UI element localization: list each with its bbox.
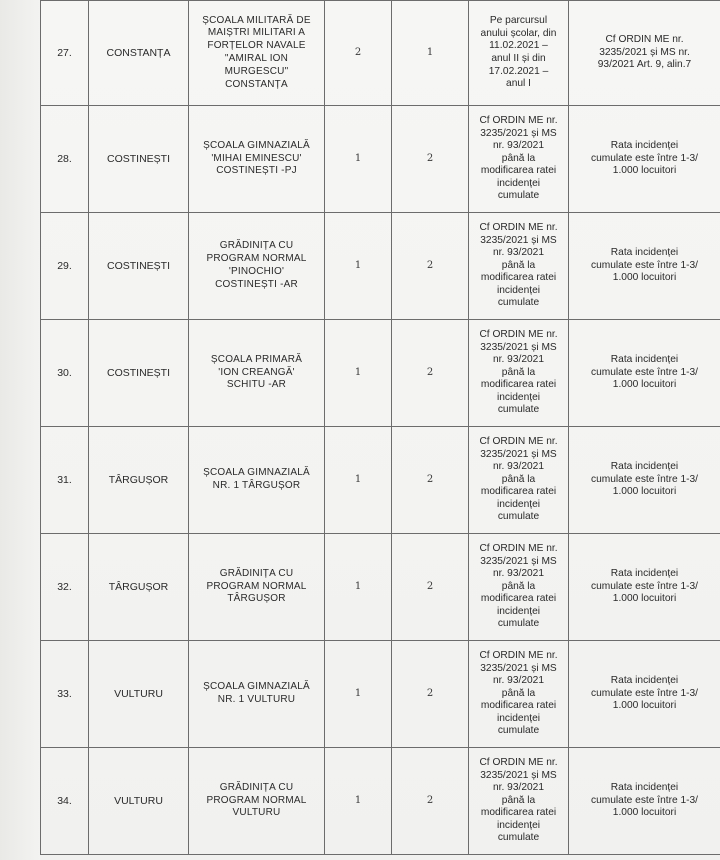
period-line: cumulate xyxy=(497,618,540,630)
period-line: Cf ORDIN ME nr. xyxy=(479,435,558,447)
observation-line: Rata incidenței xyxy=(610,246,679,258)
school-name-line: ȘCOALA PRIMARĂ xyxy=(210,353,303,365)
table-row xyxy=(41,748,720,855)
row-number: 30. xyxy=(57,366,72,379)
value-1: 1 xyxy=(354,366,362,378)
value-1: 1 xyxy=(354,152,362,164)
locality-name: COSTINEȘTI xyxy=(106,152,170,165)
school-name-line: TÂRGUȘOR xyxy=(227,593,286,605)
school-name-line: GRĂDINIȚA CU xyxy=(219,781,294,793)
row-number-cell xyxy=(41,534,89,641)
school-name-line: 'ION CREANGĂ' xyxy=(218,366,295,378)
locality-cell xyxy=(89,641,189,748)
period-line: nr. 93/2021 xyxy=(493,461,544,473)
value-2-cell xyxy=(392,748,469,855)
school-name-cell xyxy=(189,106,325,213)
observation-line: Rata incidenței xyxy=(610,567,679,579)
observation-line: 93/2021 Art. 9, alin.7 xyxy=(597,59,692,71)
period-line: până la xyxy=(501,580,536,592)
period-line: incidenței xyxy=(496,605,541,617)
period-line: Pe parcursul xyxy=(489,15,548,27)
observation-line: cumulate este între 1-3/ xyxy=(590,366,699,378)
period-line: cumulate xyxy=(497,832,540,844)
period-line: cumulate xyxy=(497,297,540,309)
period-line: până la xyxy=(501,366,536,378)
observations-cell xyxy=(569,534,720,641)
school-name-line: COSTINEȘTI -AR xyxy=(215,278,298,290)
locality-cell xyxy=(89,427,189,534)
school-name-line: ȘCOALA GIMNAZIALĂ xyxy=(203,681,310,693)
period-cell xyxy=(469,748,569,855)
school-name-line: VULTURU xyxy=(232,807,281,819)
value-2: 2 xyxy=(426,687,434,699)
school-name-cell xyxy=(189,641,325,748)
school-name-line: 'PINOCHIO' xyxy=(228,266,285,277)
period-line: cumulate xyxy=(497,511,540,523)
period-line: modificarea ratei xyxy=(480,272,557,284)
value-1-cell xyxy=(325,1,392,106)
observation-line: Rata incidenței xyxy=(610,460,679,472)
observation-line: Cf ORDIN ME nr. xyxy=(605,33,684,45)
row-number-cell xyxy=(41,1,89,106)
period-line: anul I xyxy=(506,78,531,90)
school-name-line: PROGRAM NORMAL xyxy=(206,253,307,265)
page-edge-shadow xyxy=(0,0,40,860)
period-line: 3235/2021 și MS xyxy=(480,234,557,246)
school-name-cell xyxy=(189,748,325,855)
value-2: 2 xyxy=(426,366,434,378)
period-line: incidenței xyxy=(496,712,541,724)
value-1-cell xyxy=(325,106,392,213)
school-name-cell xyxy=(189,427,325,534)
school-name-line: 'MIHAI EMINESCU' xyxy=(211,152,302,164)
observations-cell xyxy=(569,427,720,534)
observation-line: cumulate este între 1-3/ xyxy=(590,687,699,699)
locality-cell xyxy=(89,320,189,427)
value-2: 2 xyxy=(426,152,434,164)
table-row xyxy=(41,213,720,320)
period-line: nr. 93/2021 xyxy=(493,568,544,580)
value-1-cell xyxy=(325,213,392,320)
value-1: 1 xyxy=(354,687,362,699)
row-number-cell xyxy=(41,106,89,213)
school-name-cell xyxy=(189,213,325,320)
period-line: 3235/2021 și MS xyxy=(480,448,557,460)
table-row xyxy=(41,427,720,534)
locality-cell xyxy=(89,748,189,855)
observation-line: Rata incidenței xyxy=(610,353,679,365)
period-line: până la xyxy=(501,259,536,271)
period-cell xyxy=(469,106,569,213)
locality-name: COSTINEȘTI xyxy=(106,366,170,379)
observation-line: 3235/2021 și MS nr. xyxy=(599,46,690,58)
row-number-cell xyxy=(41,748,89,855)
period-line: până la xyxy=(501,152,536,164)
locality-name: VULTURU xyxy=(114,794,163,807)
period-cell xyxy=(469,427,569,534)
school-schedule-table xyxy=(40,0,720,855)
row-number-cell xyxy=(41,213,89,320)
row-number: 34. xyxy=(57,794,72,807)
period-line: nr. 93/2021 xyxy=(493,140,544,152)
period-cell xyxy=(469,534,569,641)
school-name-line: ȘCOALA MILITARĂ DE xyxy=(202,14,311,26)
observation-line: cumulate este între 1-3/ xyxy=(590,580,699,592)
locality-name: COSTINEȘTI xyxy=(106,259,170,272)
value-1: 1 xyxy=(354,473,362,485)
observation-line: 1.000 locuitori xyxy=(612,486,677,498)
observation-line: cumulate este între 1-3/ xyxy=(590,794,699,806)
observation-line: 1.000 locuitori xyxy=(612,807,677,819)
row-number: 27. xyxy=(57,46,72,59)
locality-name: TÂRGUȘOR xyxy=(108,580,169,593)
table-row xyxy=(41,641,720,748)
observation-line: 1.000 locuitori xyxy=(612,593,677,605)
value-2: 2 xyxy=(426,259,434,271)
observation-line: cumulate este între 1-3/ xyxy=(590,152,699,164)
value-2-cell xyxy=(392,320,469,427)
value-2: 2 xyxy=(426,794,434,806)
value-2: 2 xyxy=(426,580,434,592)
period-line: incidenței xyxy=(496,498,541,510)
observations-cell xyxy=(569,748,720,855)
value-1-cell xyxy=(325,748,392,855)
period-line: 3235/2021 și MS xyxy=(480,662,557,674)
observation-line: cumulate este între 1-3/ xyxy=(590,473,699,485)
school-name-line: PROGRAM NORMAL xyxy=(206,794,307,806)
value-1: 1 xyxy=(354,794,362,806)
school-name-line: SCHITU -AR xyxy=(226,379,287,391)
value-2: 1 xyxy=(426,46,434,58)
school-name-line: GRĂDINIȚA CU xyxy=(219,567,294,579)
row-number: 31. xyxy=(57,473,72,486)
observation-line: 1.000 locuitori xyxy=(612,272,677,284)
observations-cell xyxy=(569,106,720,213)
observation-line: Rata incidenței xyxy=(610,781,679,793)
period-line: anului școlar, din xyxy=(480,27,557,39)
observations-cell xyxy=(569,641,720,748)
observation-line: 1.000 locuitori xyxy=(612,165,677,177)
period-line: incidenței xyxy=(496,284,541,296)
period-line: modificarea ratei xyxy=(480,807,557,819)
period-line: Cf ORDIN ME nr. xyxy=(479,328,558,340)
school-name-line: FORȚELOR NAVALE xyxy=(207,40,306,52)
school-name-cell xyxy=(189,534,325,641)
period-line: Cf ORDIN ME nr. xyxy=(479,542,558,554)
period-line: nr. 93/2021 xyxy=(493,675,544,687)
period-line: modificarea ratei xyxy=(480,379,557,391)
period-line: până la xyxy=(501,794,536,806)
locality-cell xyxy=(89,1,189,106)
row-number: 29. xyxy=(57,259,72,272)
row-number-cell xyxy=(41,320,89,427)
period-line: cumulate xyxy=(497,190,540,202)
locality-name: TÂRGUȘOR xyxy=(108,473,169,486)
observations-cell xyxy=(569,213,720,320)
table-row xyxy=(41,1,720,106)
school-name-line: ȘCOALA GIMNAZIALĂ xyxy=(203,139,310,151)
value-1: 2 xyxy=(354,46,362,58)
table-body xyxy=(41,1,720,855)
period-line: Cf ORDIN ME nr. xyxy=(479,649,558,661)
period-line: modificarea ratei xyxy=(480,700,557,712)
table-row xyxy=(41,534,720,641)
row-number-cell xyxy=(41,641,89,748)
observations-cell xyxy=(569,320,720,427)
school-name-line: MAIȘTRI MILITARI A xyxy=(207,27,306,39)
period-line: până la xyxy=(501,473,536,485)
period-line: incidenței xyxy=(496,819,541,831)
period-line: până la xyxy=(501,687,536,699)
school-name-line: CONSTANȚA xyxy=(225,78,288,90)
period-line: 3235/2021 și MS xyxy=(480,555,557,567)
period-cell xyxy=(469,1,569,106)
observation-line: 1.000 locuitori xyxy=(612,379,677,391)
locality-cell xyxy=(89,106,189,213)
period-line: Cf ORDIN ME nr. xyxy=(479,756,558,768)
school-name-line: NR. 1 VULTURU xyxy=(217,694,296,705)
value-1: 1 xyxy=(354,580,362,592)
row-number: 28. xyxy=(57,152,72,165)
value-2-cell xyxy=(392,1,469,106)
value-2-cell xyxy=(392,534,469,641)
period-line: incidenței xyxy=(496,391,541,403)
observations-cell xyxy=(569,1,720,106)
value-1-cell xyxy=(325,427,392,534)
value-1-cell xyxy=(325,320,392,427)
locality-cell xyxy=(89,534,189,641)
school-name-line: GRĂDINIȚA CU xyxy=(219,240,294,252)
observation-line: Rata incidenței xyxy=(610,674,679,686)
table-row xyxy=(41,320,720,427)
row-number: 32. xyxy=(57,580,72,593)
school-name-line: COSTINEȘTI -PJ xyxy=(216,165,297,177)
period-line: nr. 93/2021 xyxy=(493,247,544,259)
observation-line: cumulate este între 1-3/ xyxy=(590,259,699,271)
period-line: 3235/2021 și MS xyxy=(480,341,557,353)
school-name-line: ȘCOALA GIMNAZIALĂ xyxy=(203,467,310,479)
value-2: 2 xyxy=(426,473,434,485)
period-line: incidenței xyxy=(496,177,541,189)
period-line: nr. 93/2021 xyxy=(493,782,544,794)
value-1-cell xyxy=(325,641,392,748)
period-line: 3235/2021 și MS xyxy=(480,769,557,781)
table-row xyxy=(41,106,720,213)
value-2-cell xyxy=(392,427,469,534)
school-name-line: MURGESCU" xyxy=(224,65,289,77)
observation-line: 1.000 locuitori xyxy=(612,700,677,712)
period-line: nr. 93/2021 xyxy=(493,354,544,366)
school-name-cell xyxy=(189,1,325,106)
observation-line: Rata incidenței xyxy=(610,139,679,151)
period-cell xyxy=(469,213,569,320)
period-line: 17.02.2021 – xyxy=(488,65,549,77)
period-line: Cf ORDIN ME nr. xyxy=(479,114,558,126)
period-line: modificarea ratei xyxy=(480,593,557,605)
period-cell xyxy=(469,641,569,748)
period-line: anul II și din xyxy=(491,53,546,64)
school-name-line: NR. 1 TÂRGUȘOR xyxy=(212,480,301,491)
period-cell xyxy=(469,320,569,427)
value-2-cell xyxy=(392,641,469,748)
value-1: 1 xyxy=(354,259,362,271)
period-line: 11.02.2021 – xyxy=(489,40,548,52)
period-line: modificarea ratei xyxy=(480,165,557,177)
locality-cell xyxy=(89,213,189,320)
period-line: 3235/2021 și MS xyxy=(480,127,557,139)
value-2-cell xyxy=(392,213,469,320)
period-line: cumulate xyxy=(497,725,540,737)
school-name-line: PROGRAM NORMAL xyxy=(206,580,307,592)
school-name-line: "AMIRAL ION xyxy=(224,53,289,64)
period-line: modificarea ratei xyxy=(480,486,557,498)
school-name-cell xyxy=(189,320,325,427)
period-line: Cf ORDIN ME nr. xyxy=(479,221,558,233)
row-number-cell xyxy=(41,427,89,534)
period-line: cumulate xyxy=(497,404,540,416)
locality-name: CONSTANȚA xyxy=(106,46,171,59)
value-2-cell xyxy=(392,106,469,213)
locality-name: VULTURU xyxy=(114,687,163,700)
value-1-cell xyxy=(325,534,392,641)
row-number: 33. xyxy=(57,687,72,700)
